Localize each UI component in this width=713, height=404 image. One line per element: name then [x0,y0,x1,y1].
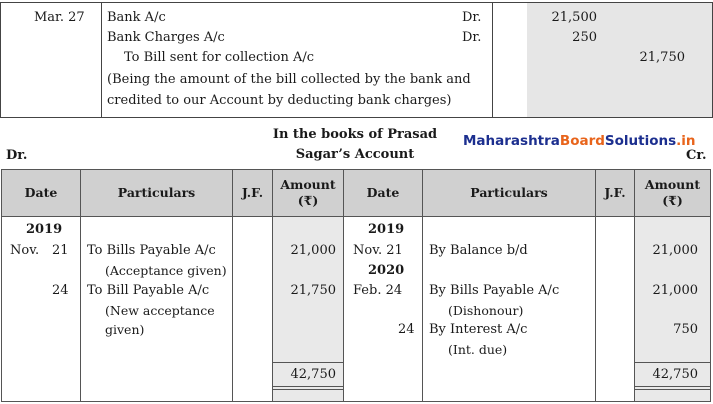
dr-total: 42,750 [290,367,336,382]
header-amount-dr: Amount (₹) [273,170,343,216]
dr-day-2: 24 [52,283,69,298]
dr-particular-1-sub: (Acceptance given) [105,263,227,278]
total-line-cr-mid [635,386,710,387]
dr-month: Nov. [10,243,40,258]
dr-amount-2: 21,750 [290,283,336,298]
cr-particular-2-sub: (Dishonour) [448,303,524,318]
table-bottom-line [1,401,711,402]
total-line-cr-top [635,362,710,363]
journal-debit-1: 21,500 [551,10,597,25]
cr-year-2: 2020 [368,263,405,278]
journal-date: Mar. 27 [34,10,85,25]
journal-line-bill: To Bill sent for collection A/c [124,50,315,65]
header-jf-dr: J.F. [233,170,272,216]
journal-narration-2: credited to our Account by deducting bank charges) [107,93,452,108]
col-line-6 [595,169,596,402]
journal-line-charges-dr: Dr. [462,30,482,45]
cr-date-2: Feb. 24 [353,283,403,298]
col-line-1 [80,169,81,402]
journal-line-bank-dr: Dr. [462,10,482,25]
cr-particular-2: By Bills Payable A/c [429,283,560,298]
cr-particular-1: By Balance b/d [429,243,528,258]
total-line-cr-bot [635,389,710,390]
cr-amount-1: 21,000 [652,243,698,258]
cr-day-3: 24 [398,322,415,337]
dr-amount-1: 21,000 [290,243,336,258]
brand-part-1: Maharashtra [463,133,560,149]
header-date-dr: Date [2,170,80,216]
journal-credit-1: 21,750 [639,50,685,65]
dr-year: 2019 [26,222,63,237]
brand-part-3: Solutions [604,133,677,149]
journal-debit-2: 250 [572,30,597,45]
cr-particular-3-sub: (Int. due) [448,342,508,357]
cr-amount-3: 750 [673,322,698,337]
total-line-dr-mid [273,386,343,387]
header-amount-cr: Amount (₹) [635,170,710,216]
header-particulars-cr: Particulars [423,170,595,216]
header-date-cr: Date [344,170,422,216]
brand-part-4: .in [676,133,696,149]
cr-amount-2: 21,000 [652,283,698,298]
dr-particular-1: To Bills Payable A/c [87,243,216,258]
ledger-title-2: Sagar’s Account [295,147,415,162]
col-line-5 [422,169,423,402]
cr-particular-3: By Interest A/c [429,322,528,337]
dr-particular-2-sub-2: given) [105,322,145,337]
journal-line-charges: Bank Charges A/c [107,30,225,45]
ledger-title-1: In the books of Prasad [272,127,438,142]
cr-year-1: 2019 [368,222,405,237]
total-line-dr-top [273,362,343,363]
dr-particular-2: To Bill Payable A/c [87,283,210,298]
col-line-8 [710,169,711,402]
total-line-dr-bot [273,389,343,390]
cr-label: Cr. [686,148,707,163]
journal-lf-cell [492,2,528,118]
dr-day-1: 21 [52,243,69,258]
cr-date-1: Nov. 21 [353,243,403,258]
dr-label: Dr. [6,148,28,163]
table-top-line [1,169,711,170]
dr-particular-2-sub-1: (New acceptance [105,303,215,318]
brand-logo [463,133,696,149]
col-line-0 [1,169,2,402]
col-line-4 [343,169,344,402]
col-line-2 [232,169,233,402]
journal-narration-1: (Being the amount of the bill collected by the bank and [107,72,471,87]
header-particulars-dr: Particulars [81,170,232,216]
cr-total: 42,750 [652,367,698,382]
table-header-line [1,216,711,217]
header-jf-cr: J.F. [596,170,634,216]
journal-line-bank: Bank A/c [107,10,166,25]
brand-part-2: Board [559,133,605,149]
